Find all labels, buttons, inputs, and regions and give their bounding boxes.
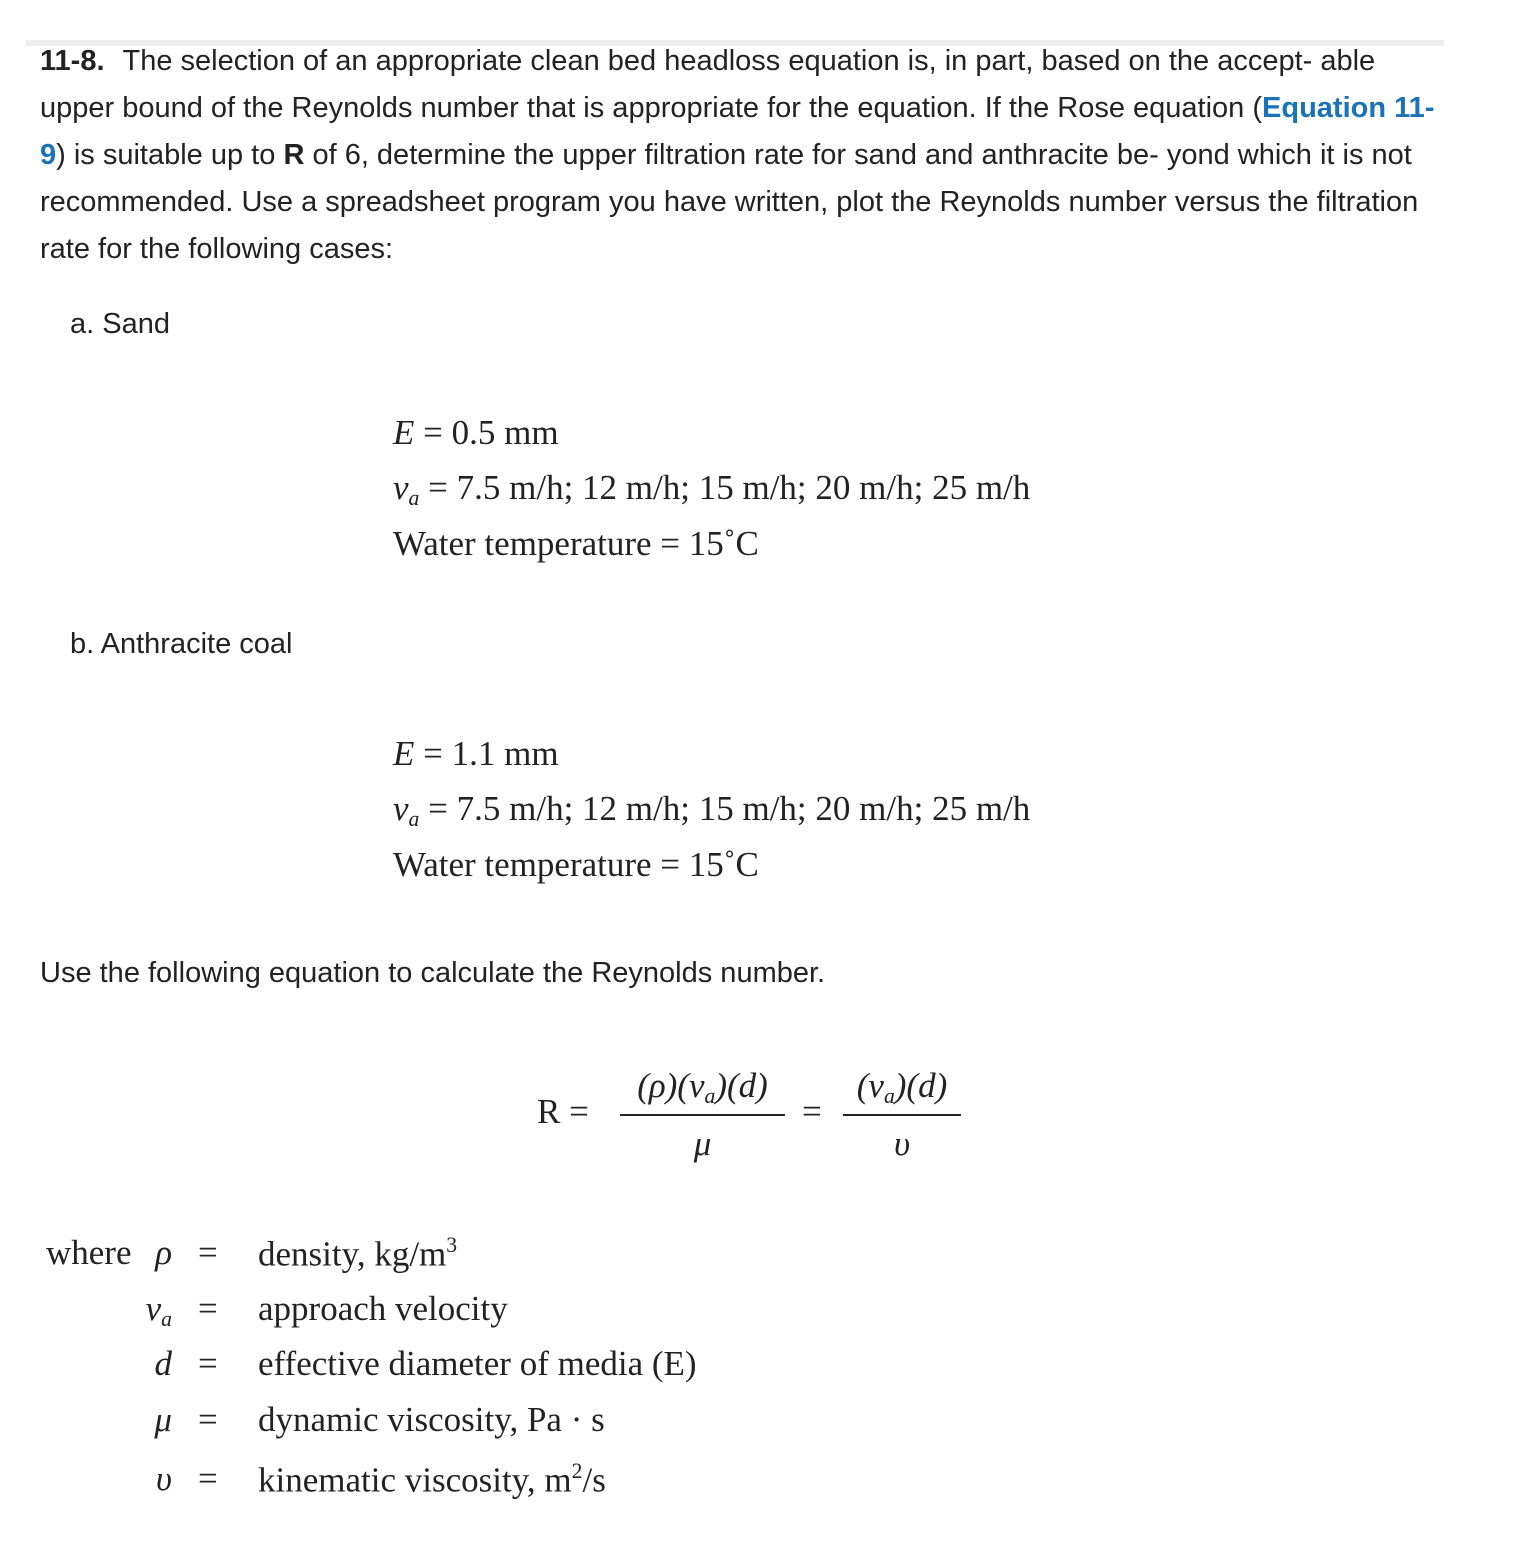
problem-text-1: The selection of an appropriate clean bed headloss equation is, in part, based on the accept- able upper bound of the Reynolds number that is appropriate for the equation. If the Rose equation ( bbox=[40, 45, 1376, 124]
where-word: where bbox=[46, 1233, 132, 1272]
diameter-description: effective diameter of media (E) bbox=[258, 1344, 697, 1383]
kinematic-viscosity-equals: = bbox=[198, 1459, 218, 1498]
case-b-v-sub: a bbox=[408, 807, 420, 832]
diameter-symbol: d bbox=[154, 1344, 172, 1383]
case-b-e-line bbox=[393, 734, 559, 774]
use-equation-text: Use the following equation to calculate the Reynolds number. bbox=[40, 957, 826, 989]
case-a-v-values: = 7.5 m/h; 12 m/h; 15 m/h; 20 m/h; 25 m/h bbox=[428, 468, 1031, 507]
equation-lhs: R = bbox=[537, 1092, 589, 1131]
density-symbol: ρ bbox=[155, 1233, 172, 1272]
density-equals: = bbox=[198, 1233, 218, 1272]
diameter-equals: = bbox=[198, 1344, 218, 1383]
case-a-e-symbol: E bbox=[393, 413, 415, 452]
equation-equals-2: = bbox=[802, 1092, 822, 1131]
density-description bbox=[258, 1233, 457, 1274]
kinematic-desc-sup: 2 bbox=[571, 1459, 583, 1483]
kinematic-viscosity-symbol: υ bbox=[155, 1459, 172, 1498]
problem-number: 11-8. bbox=[40, 45, 105, 77]
case-a-label: a. Sand bbox=[70, 308, 170, 340]
where-row-diameter bbox=[0, 1344, 800, 1389]
case-b-v-line bbox=[393, 789, 1030, 832]
kinematic-viscosity-description bbox=[258, 1459, 606, 1500]
case-a-v-symbol: v bbox=[393, 468, 409, 507]
kinematic-desc-text: kinematic viscosity, m bbox=[258, 1460, 572, 1500]
case-a-e-line bbox=[393, 413, 559, 453]
dynamic-viscosity-symbol: μ bbox=[154, 1400, 172, 1439]
problem-paragraph bbox=[40, 38, 1445, 273]
dynamic-viscosity-description: dynamic viscosity, Pa · s bbox=[258, 1400, 605, 1439]
equation-numerator-1 bbox=[620, 1066, 785, 1109]
velocity-description: approach velocity bbox=[258, 1289, 508, 1328]
numerator-2-main: (v bbox=[856, 1066, 884, 1105]
numerator-2-end: )(d) bbox=[894, 1066, 948, 1105]
fraction-bar-1 bbox=[620, 1114, 785, 1116]
case-b-v-symbol: v bbox=[393, 789, 409, 828]
dynamic-viscosity-equals: = bbox=[198, 1400, 218, 1439]
case-b-label: b. Anthracite coal bbox=[70, 628, 293, 660]
velocity-symbol bbox=[120, 1289, 172, 1332]
where-row-kinematic-viscosity bbox=[0, 1459, 800, 1504]
problem-text-3: of 6, determine the upper filtration rate for sand and anthracite be- yond which it is not recommended. Use a spreadsheet program you have written, plot the Reynolds number versus the filtration rate for the following cases: bbox=[40, 139, 1419, 265]
case-b-v-values: = 7.5 m/h; 12 m/h; 15 m/h; 20 m/h; 25 m/h bbox=[428, 789, 1031, 828]
where-row-dynamic-viscosity bbox=[0, 1400, 800, 1445]
velocity-symbol-main: v bbox=[145, 1289, 162, 1328]
where-row-density bbox=[0, 1233, 800, 1278]
numerator-1-end: )(d) bbox=[715, 1066, 768, 1105]
numerator-2-sub: a bbox=[883, 1084, 895, 1109]
density-desc-sup: 3 bbox=[446, 1233, 458, 1257]
equation-link[interactable]: Equation 11-9 bbox=[40, 92, 1435, 171]
case-a-v-line bbox=[393, 468, 1030, 511]
equation-denominator-2: υ bbox=[893, 1124, 911, 1163]
where-row-velocity bbox=[0, 1289, 800, 1334]
equation-numerator-2 bbox=[843, 1066, 961, 1109]
numerator-1-sub: a bbox=[704, 1084, 716, 1109]
case-b-e-value: = 1.1 mm bbox=[423, 734, 559, 773]
case-a-v-sub: a bbox=[408, 486, 420, 511]
numerator-1-main: (ρ)(v bbox=[637, 1066, 705, 1105]
equation-denominator-1: μ bbox=[693, 1124, 712, 1163]
velocity-symbol-sub: a bbox=[161, 1307, 172, 1332]
density-desc-text: density, kg/m bbox=[258, 1234, 447, 1274]
reynolds-symbol: R bbox=[283, 139, 305, 171]
case-a-e-value: = 0.5 mm bbox=[423, 413, 559, 452]
kinematic-desc-end: /s bbox=[582, 1460, 606, 1500]
velocity-equals: = bbox=[198, 1289, 218, 1328]
problem-text-2: ) is suitable up to bbox=[56, 139, 284, 171]
case-b-e-symbol: E bbox=[393, 734, 415, 773]
case-b-temperature: Water temperature = 15˚C bbox=[393, 845, 759, 884]
fraction-bar-2 bbox=[843, 1114, 961, 1116]
case-a-temperature: Water temperature = 15˚C bbox=[393, 524, 759, 563]
